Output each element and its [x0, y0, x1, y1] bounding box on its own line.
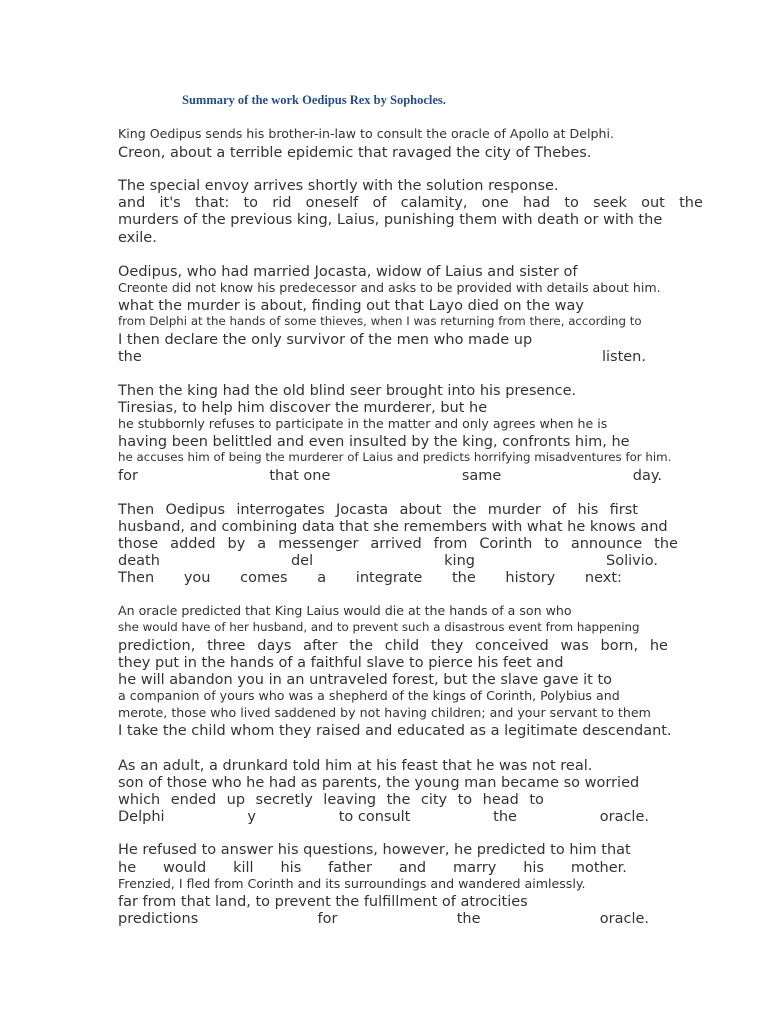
word: integrate	[355, 570, 423, 586]
word: oracle.	[599, 809, 649, 825]
text-line: she would have of her husband, and to prevent such a disastrous event from happening	[118, 620, 640, 634]
text-line: I take the child whom they raised and educated as a legitimate descendant.	[118, 723, 672, 739]
word: arrived	[370, 536, 422, 552]
word: comes	[240, 570, 288, 586]
word: city	[420, 792, 448, 808]
text-line: husband, and combining data that she remembers with what he knows and	[118, 519, 668, 535]
word: secretly	[255, 792, 313, 808]
word: first	[609, 502, 638, 518]
text-line: murders of the previous king, Laius, punishing them with death or with the	[118, 212, 663, 228]
word: one	[481, 195, 509, 211]
word: mother.	[570, 860, 627, 876]
word: the	[679, 195, 703, 211]
word: del	[290, 553, 314, 569]
text-line: he will abandon you in an untraveled forest, but the slave gave it to	[118, 672, 613, 688]
word: history	[505, 570, 556, 586]
text-line: Creonte did not know his predecessor and asks to be provided with details about him.	[118, 280, 661, 295]
word: you	[183, 570, 211, 586]
word: marry	[453, 860, 497, 876]
word: prediction,	[118, 638, 196, 654]
word: Delphi	[118, 809, 165, 825]
word: Solivio.	[606, 553, 658, 569]
word: to	[544, 536, 559, 552]
word: of	[372, 195, 387, 211]
word: the	[451, 570, 476, 586]
text-line: Tiresias, to help him discover the murderer, but he	[118, 400, 488, 416]
word: days	[257, 638, 292, 654]
text-line: The special envoy arrives shortly with the solution response.	[118, 178, 559, 194]
spread-text-line	[118, 861, 627, 876]
word: oracle.	[599, 911, 649, 927]
word: messenger	[278, 536, 359, 552]
word: leaving	[323, 792, 377, 808]
word: Then	[118, 570, 155, 586]
word: y	[247, 809, 256, 825]
text-line: I then declare the only survivor of the men who made up	[118, 332, 533, 348]
word: that:	[194, 195, 230, 211]
word: king	[444, 553, 475, 569]
word: his	[523, 860, 544, 876]
spread-text-line	[118, 810, 649, 825]
word: his	[577, 502, 599, 518]
word: announce	[570, 536, 643, 552]
word: seek	[593, 195, 627, 211]
text-line: a companion of yours who was a shepherd of the kings of Corinth, Polybius and	[118, 688, 620, 703]
text-line: he accuses him of being the murderer of Laius and predicts horrifying misadventures for him.	[118, 450, 672, 464]
text-line: King Oedipus sends his brother-in-law to consult the oracle of Apollo at Delphi.	[118, 126, 614, 141]
text-line: merote, those who lived saddened by not having children; and your servant to them	[118, 705, 651, 720]
text-line: An oracle predicted that King Laius would die at the hands of a son who	[118, 603, 572, 618]
text-line: As an adult, a drunkard told him at his feast that he was not real.	[118, 758, 593, 774]
word: rid	[272, 195, 292, 211]
word: to	[564, 195, 579, 211]
word: listen.	[601, 349, 646, 365]
word: kill	[233, 860, 254, 876]
spread-text-line	[118, 469, 662, 484]
word: and	[398, 860, 427, 876]
word: murder	[487, 502, 541, 518]
word: the	[386, 792, 411, 808]
word: predictions	[118, 911, 199, 927]
word: would	[163, 860, 207, 876]
word: next:	[584, 570, 622, 586]
spread-text-line	[118, 571, 622, 586]
text-line: Creon, about a terrible epidemic that ravaged the city of Thebes.	[118, 145, 592, 161]
text-line: from Delphi at the hands of some thieves, when I was returning from there, according to	[118, 314, 642, 328]
word: from	[433, 536, 468, 552]
word: he	[118, 860, 137, 876]
word: that one	[269, 468, 331, 484]
word: the	[493, 809, 517, 825]
word: same	[461, 468, 502, 484]
word: the	[118, 349, 142, 365]
word: added	[170, 536, 216, 552]
word: a	[317, 570, 327, 586]
word: head	[482, 792, 519, 808]
word: child	[384, 638, 420, 654]
text-line: son of those who he had as parents, the young man became so worried	[118, 775, 640, 791]
word: Jocasta	[335, 502, 389, 518]
text-line: far from that land, to prevent the fulfillment of atrocities	[118, 894, 528, 910]
text-line: what the murder is about, finding out that Layo died on the way	[118, 298, 584, 314]
text-line: they put in the hands of a faithful slave to pierce his feet and	[118, 655, 564, 671]
word: Then	[118, 502, 155, 518]
word: death	[118, 553, 160, 569]
document-title: Summary of the work Oedipus Rex by Sophocles.	[182, 93, 446, 107]
word: the	[456, 911, 481, 927]
spread-text-line	[118, 350, 646, 365]
word: conceived	[475, 638, 549, 654]
word: his	[280, 860, 302, 876]
spread-text-line	[118, 554, 658, 569]
word: up	[226, 792, 246, 808]
word: ended	[170, 792, 217, 808]
word: Oedipus	[165, 502, 226, 518]
word: to consult	[338, 809, 411, 825]
word: the	[452, 502, 477, 518]
word: they	[430, 638, 464, 654]
text-line: having been belittled and even insulted by the king, confronts him, he	[118, 434, 630, 450]
word: it's	[159, 195, 181, 211]
word: calamity,	[400, 195, 468, 211]
text-line: Frenzied, I fled from Corinth and its surroundings and wandered aimlessly.	[118, 876, 586, 891]
word: father	[328, 860, 372, 876]
justified-text-line	[118, 793, 544, 808]
justified-text-line	[118, 537, 678, 552]
word: had	[522, 195, 551, 211]
word: for	[118, 468, 138, 484]
word: of	[552, 502, 567, 518]
word: the	[654, 536, 678, 552]
justified-text-line	[118, 196, 703, 211]
justified-text-line	[118, 639, 668, 654]
word: to	[457, 792, 473, 808]
word: which	[118, 792, 161, 808]
text-line: Then the king had the old blind seer brought into his presence.	[118, 383, 577, 399]
word: day.	[632, 468, 662, 484]
word: about	[399, 502, 442, 518]
word: interrogates	[236, 502, 325, 518]
text-line: He refused to answer his questions, however, he predicted to him that	[118, 842, 631, 858]
text-line: Oedipus, who had married Jocasta, widow of Laius and sister of	[118, 264, 578, 280]
word: the	[349, 638, 374, 654]
word: by	[227, 536, 246, 552]
word: and	[118, 195, 146, 211]
spread-text-line	[118, 912, 649, 927]
text-line: exile.	[118, 230, 157, 246]
word: born,	[600, 638, 639, 654]
text-line: he stubbornly refuses to participate in the matter and only agrees when he is	[118, 416, 608, 431]
justified-text-line	[118, 503, 638, 518]
word: was	[560, 638, 589, 654]
word: to	[243, 195, 259, 211]
word: a	[257, 536, 267, 552]
word: three	[207, 638, 246, 654]
word: out	[641, 195, 665, 211]
word: Corinth	[479, 536, 533, 552]
word: oneself	[305, 195, 359, 211]
word: to	[529, 792, 544, 808]
word: he	[649, 638, 668, 654]
word: those	[118, 536, 159, 552]
word: after	[303, 638, 338, 654]
word: for	[317, 911, 338, 927]
